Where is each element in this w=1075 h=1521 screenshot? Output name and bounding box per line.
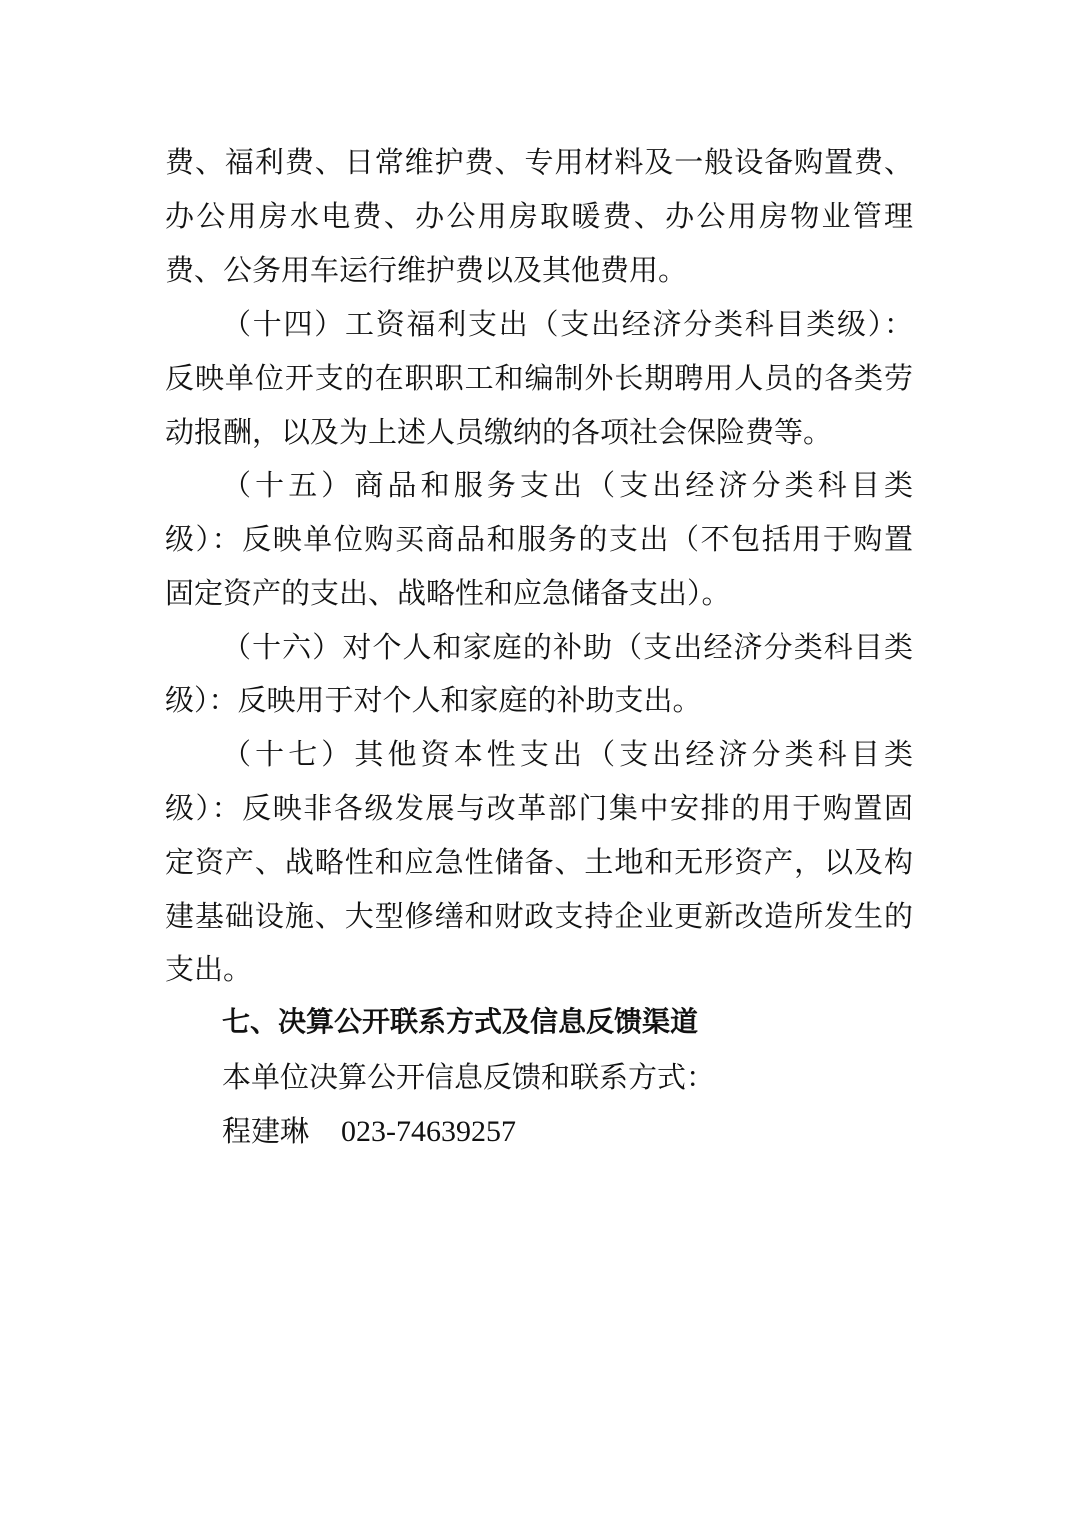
item-17-line: 级）：反映非各级发展与改革部门集中安排的用于购置固 (165, 791, 913, 825)
contact-line (222, 1111, 516, 1152)
paragraph-line: 费、公务用车运行维护费以及其他费用。 (165, 253, 688, 287)
contact-name: 程建琳 (222, 1114, 310, 1148)
item-16-title-line: （十六）对个人和家庭的补助（支出经济分类科目类 (222, 630, 913, 664)
item-16-line: 级）：反映用于对个人和家庭的补助支出。 (165, 683, 702, 717)
item-17-title-line: （十七）其他资本性支出（支出经济分类科目类 (222, 737, 913, 771)
item-15-line: 级）：反映单位购买商品和服务的支出（不包括用于购置 (165, 522, 913, 556)
item-14-line: 反映单位开支的在职职工和编制外长期聘用人员的各类劳 (165, 361, 913, 395)
paragraph-line: 办公用房水电费、办公用房取暖费、办公用房物业管理 (165, 199, 913, 233)
item-15-title-line: （十五）商品和服务支出（支出经济分类科目类 (222, 468, 913, 502)
section-heading: 七、决算公开联系方式及信息反馈渠道 (222, 1005, 699, 1038)
item-17-line: 支出。 (165, 952, 253, 986)
item-17-line: 建基础设施、大型修缮和财政支持企业更新改造所发生的 (165, 899, 913, 933)
item-15-line: 固定资产的支出、战略性和应急储备支出）。 (165, 576, 731, 610)
paragraph-line: 费、福利费、日常维护费、专用材料及一般设备购置费、 (165, 145, 913, 179)
item-17-line: 定资产、战略性和应急性储备、土地和无形资产，以及构 (165, 845, 913, 879)
contact-intro: 本单位决算公开信息反馈和联系方式： (222, 1060, 716, 1094)
item-14-title-line: （十四）工资福利支出（支出经济分类科目类级）： (222, 307, 913, 341)
item-14-line: 动报酬，以及为上述人员缴纳的各项社会保险费等。 (165, 415, 833, 449)
contact-phone: 023-74639257 (341, 1115, 517, 1148)
